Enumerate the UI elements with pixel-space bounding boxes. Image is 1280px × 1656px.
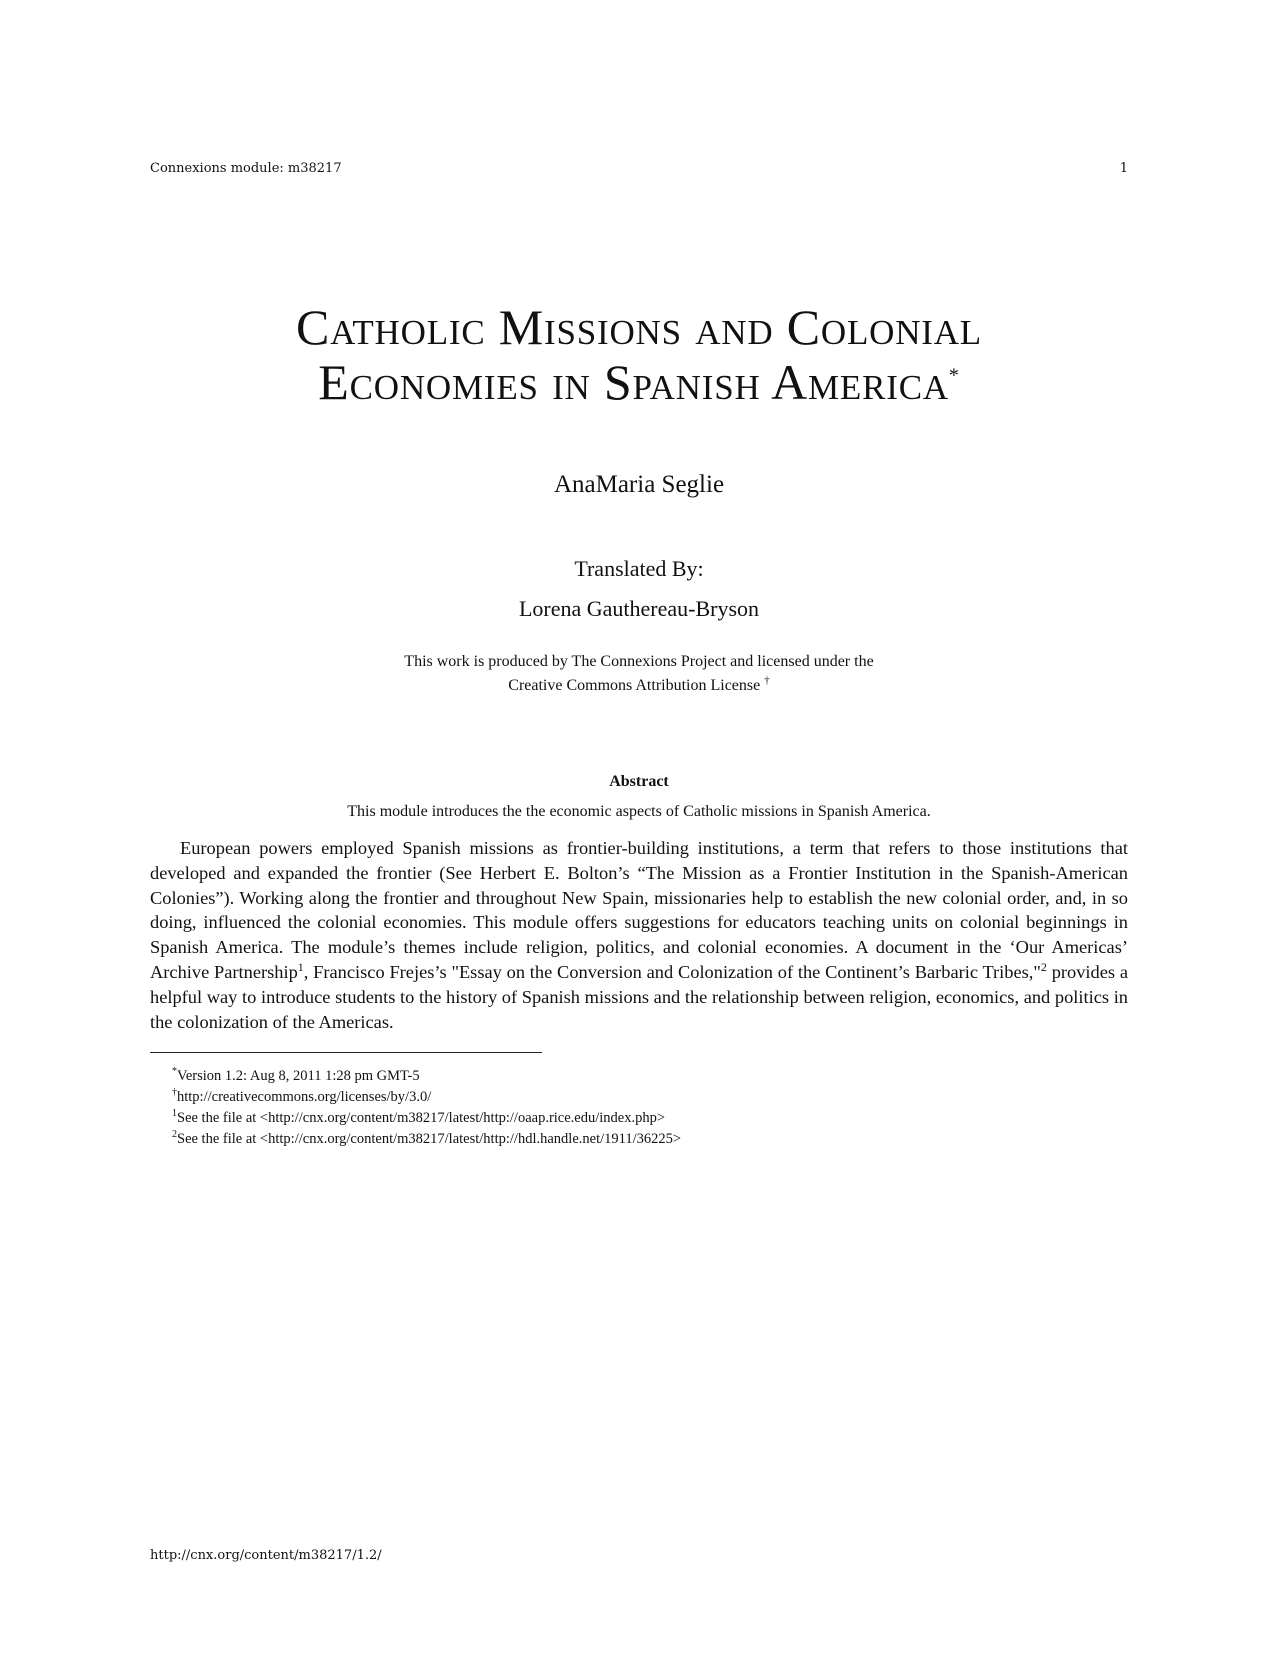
- footnotes-list: [172, 1066, 1112, 1150]
- running-header: [150, 161, 1128, 177]
- abstract-text: This module introduces the the economic aspects of Catholic missions in Spanish America.: [347, 803, 931, 820]
- body-text-part-3: provides a helpful way to introduce students to the history of Spanish missions and the relationship between religion, economics, and politics in the colonization of the Americas.: [150, 961, 1128, 1032]
- body-text-part-1: European powers employed Spanish missions as frontier-building institutions, a term that refers to those institutions that developed and expanded the frontier (See Herbert E. Bolton’s “The Mission as a Frontier Institution in the Spanish-American Colonies”). Working along the frontier and throughout New Spain, missionaries help to establish the new colonial order, and, in so doing, influenced the colonial economies. This module offers suggestions for educators teaching units on colonial beginnings in Spanish America. The module’s themes include religion, politics, and colonial economies. A document in the ‘Our Americas’ Archive Partnership: [150, 838, 1128, 982]
- license-statement: [150, 650, 1128, 698]
- footnote-version: [172, 1066, 1112, 1087]
- footnote-mark: 2: [172, 1129, 177, 1141]
- footnote-text: Version 1.2: Aug 8, 2011 1:28 pm GMT-5: [177, 1068, 420, 1084]
- license-line-2: Creative Commons Attribution License: [508, 677, 761, 694]
- title-line-2: Economies in Spanish America: [318, 354, 949, 410]
- body-paragraph: [150, 836, 1128, 1034]
- footnote-text[interactable]: See the file at <http://cnx.org/content/m38217/latest/http://oaap.rice.edu/index.php>: [177, 1110, 666, 1126]
- footnote-oaap-link[interactable]: [172, 1108, 1112, 1129]
- translated-by-label: Translated By:: [574, 556, 704, 581]
- footnote-mark: *: [172, 1066, 177, 1078]
- footnote-ref-1[interactable]: 1: [297, 959, 304, 974]
- module-label: Connexions module: m38217: [150, 161, 342, 176]
- footer-url[interactable]: http://cnx.org/content/m38217/1.2/: [150, 1548, 382, 1563]
- footnote-handle-link[interactable]: [172, 1129, 1112, 1150]
- license-line-1: This work is produced by The Connexions Project and licensed under the: [404, 653, 874, 670]
- abstract-heading: Abstract: [609, 773, 669, 790]
- footnote-text[interactable]: See the file at <http://cnx.org/content/m38217/latest/http://hdl.handle.net/1911/36225>: [177, 1131, 682, 1147]
- footnote-mark: 1: [172, 1108, 177, 1120]
- author-name: AnaMaria Seglie: [553, 471, 725, 498]
- footnote-ref-2[interactable]: 2: [1040, 959, 1047, 974]
- page-number: 1: [1119, 161, 1128, 176]
- title-footnote-marker[interactable]: *: [948, 364, 960, 387]
- document-title: [150, 300, 1128, 410]
- footnote-license-url[interactable]: [172, 1087, 1112, 1108]
- footnote-mark: †: [172, 1087, 177, 1099]
- title-line-1: Catholic Missions and Colonial: [296, 299, 982, 355]
- body-text-part-2: , Francisco Frejes’s "Essay on the Conversion and Colonization of the Continent’s Barbaric Tribes,": [303, 961, 1041, 982]
- footnote-text[interactable]: http://creativecommons.org/licenses/by/3.0/: [177, 1089, 432, 1105]
- translator-name: Lorena Gauthereau-Bryson: [518, 596, 760, 621]
- footnote-divider: [150, 1052, 542, 1053]
- license-footnote-marker[interactable]: †: [764, 674, 770, 687]
